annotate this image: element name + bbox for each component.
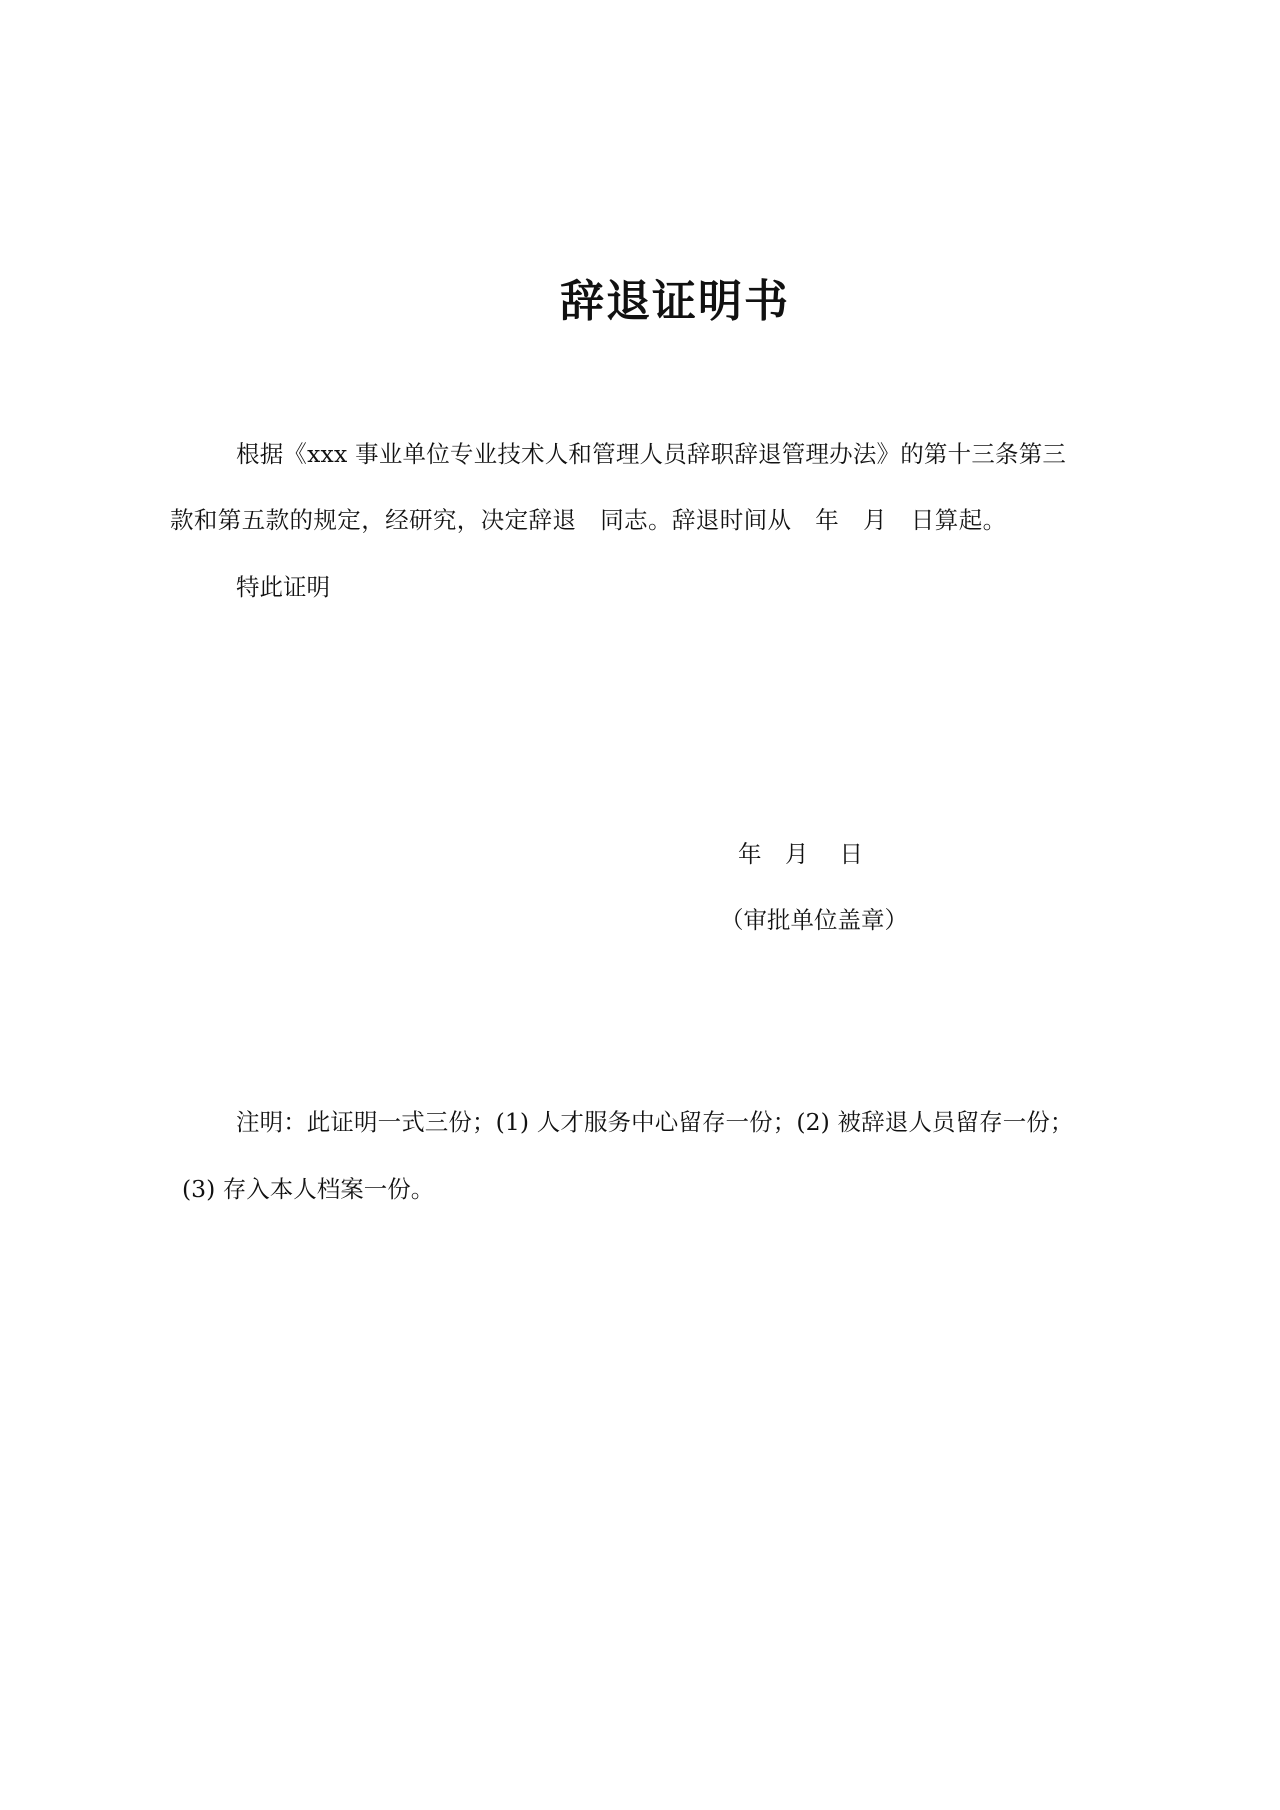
document-title: 辞退证明书 bbox=[560, 276, 790, 327]
body-paragraph-line-1: 根据《xxx 事业单位专业技术人和管理人员辞职辞退管理办法》的第十三条第三 bbox=[236, 440, 1067, 468]
body-paragraph-line-2: 款和第五款的规定，经研究，决定辞退 同志。辞退时间从 年 月 日算起。 bbox=[170, 506, 1007, 534]
note-line-1: 注明：此证明一式三份；(1) 人才服务中心留存一份；(2) 被辞退人员留存一份； bbox=[236, 1108, 1074, 1136]
certification-statement: 特此证明 bbox=[236, 573, 330, 601]
date-line: 年 月 日 bbox=[738, 840, 863, 868]
note-line-2: (3) 存入本人档案一份。 bbox=[182, 1175, 435, 1203]
seal-line: （审批单位盖章） bbox=[720, 906, 908, 934]
